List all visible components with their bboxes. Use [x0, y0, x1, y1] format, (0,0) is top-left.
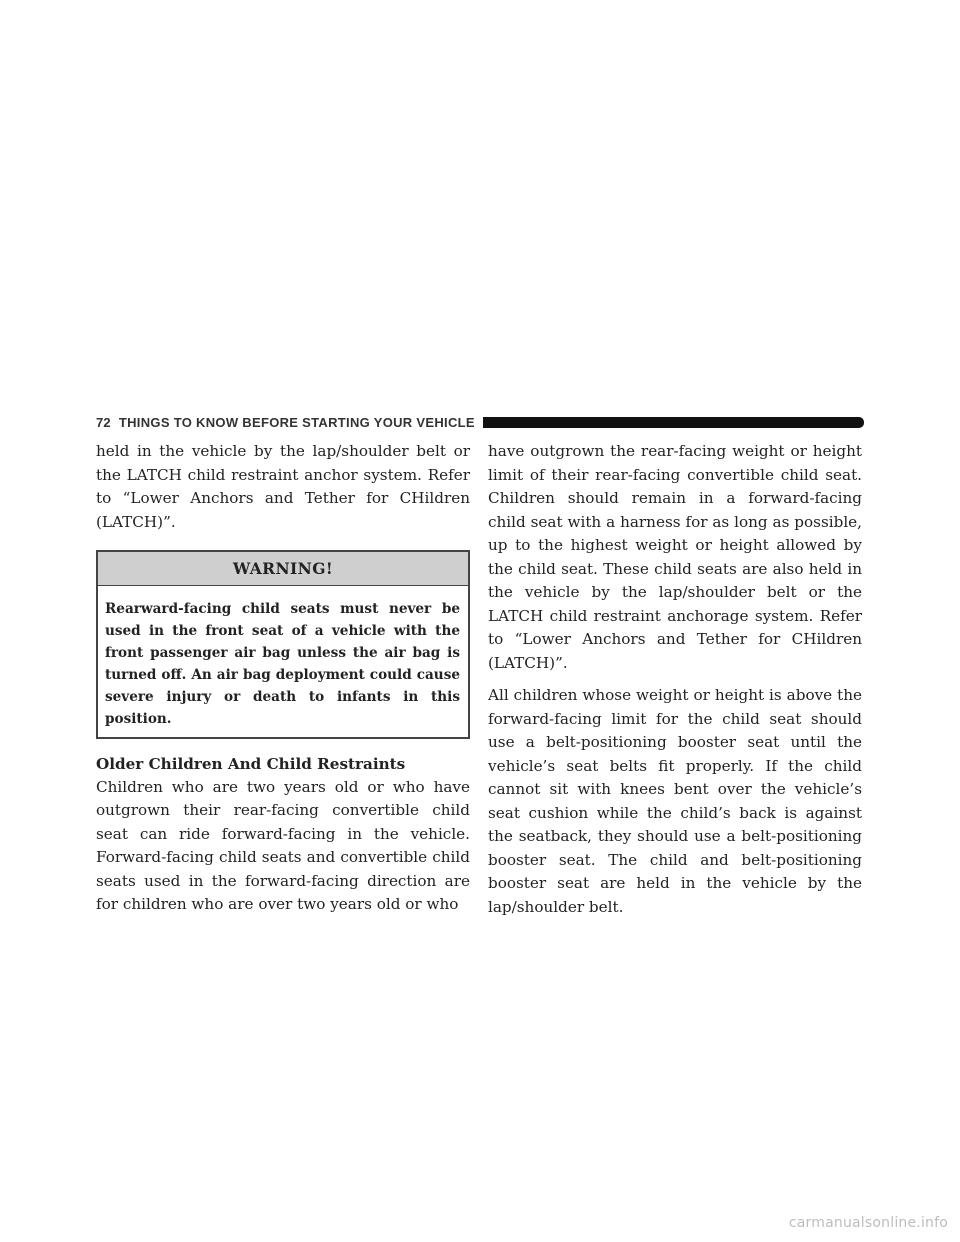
section-title: THINGS TO KNOW BEFORE STARTING YOUR VEHICLE	[118, 414, 475, 430]
section-subheading: Older Children And Child Restraints	[96, 754, 406, 773]
warning-box	[96, 550, 470, 739]
body-paragraph: Children who are two years old or who have outgrown their rear-facing convertible child seat can ride forward-facing in the vehicle. Forward-facing child seats and convertible child seats used in the forward-facing direction are for children who are over two years old or who	[96, 777, 470, 913]
warning-title: WARNING!	[98, 552, 468, 586]
header-rule	[483, 417, 864, 428]
page-header	[96, 414, 864, 430]
right-column	[488, 440, 862, 919]
watermark: carmanualsonline.info	[788, 1215, 948, 1231]
right-paragraph-1: have outgrown the rear-facing weight or height limit of their rear-facing convertible child seat. Children should remain in a forward-facing child seat with a harness for as long as possible, up to the highest weight or height allowed by the child seat. These child seats are also held in the vehicle by the lap/shoulder belt or the LATCH child restraint anchorage system. Refer to “Lower Anchors and Tether for CHildren (LATCH)”.	[488, 442, 862, 672]
left-column	[96, 440, 470, 917]
warning-text: Rearward-facing child seats must never be used in the front seat of a vehicle with the front passenger air bag unless the air bag is turned off. An air bag deployment could cause severe injury or death to infants in this position.	[105, 600, 460, 727]
intro-paragraph: held in the vehicle by the lap/shoulder belt or the LATCH child restraint anchor system. Refer to “Lower Anchors and Tether for CHildren (LATCH)”.	[96, 442, 470, 531]
right-paragraph-2: All children whose weight or height is above the forward-facing limit for the child seat should use a belt-positioning booster seat until the vehicle’s seat belts fit properly. If the child cannot sit with knees bent over the vehicle’s seat cushion while the child’s back is against the seatback, they should use a belt-positioning booster seat. The child and belt-positioning booster seat are held in the vehicle by the lap/shoulder belt.	[488, 686, 862, 916]
page-number: 72	[96, 414, 111, 430]
